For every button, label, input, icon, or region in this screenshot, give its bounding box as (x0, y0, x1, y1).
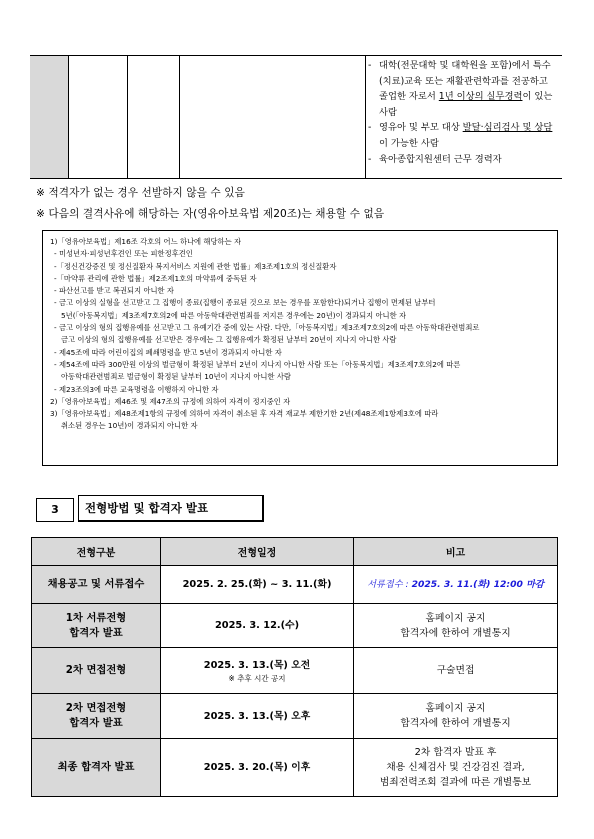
remark-cell: 구술면접 (354, 648, 558, 694)
disq-line: - 제54조에 따라 300만원 이상의 벌금형이 확정된 날부터 2년이 지나지 아니한 사람 또는「아동복지법」제3조제7호의2에 따른 (54, 359, 461, 369)
remark-cell: 홈페이지 공지 합격자에 한하여 개별통지 (354, 604, 558, 648)
disq-line: 3)「영유아보육법」제48조제1항의 규정에 의하여 자격이 취소된 후 자격 재교부 제한기한 2년(제48조제1항제3호에 따라 (50, 409, 439, 419)
stage-cell: 1차 서류전형 합격자 발표 (32, 604, 161, 648)
table-row (32, 604, 558, 648)
disq-line: 2)「영유아보육법」제46조 및 제47조의 규정에 의하여 자격이 정지중인 자 (50, 396, 291, 406)
section-title: 전형방법 및 합격자 발표 (78, 495, 264, 522)
table-row (32, 566, 558, 604)
table-cell (68, 56, 128, 178)
note-no-qualified: ※ 적격자가 없는 경우 선발하지 않을 수 있음 (36, 187, 245, 199)
list-item: - 대학(전문대학 및 대학원을 포함)에서 특수(치료)교육 또는 재활관련학과를 전공하고 졸업한 자로서 1년 이상의 실무경력이 있는 사람 (368, 60, 553, 118)
column-header: 전형구분 (32, 538, 161, 566)
stage-cell: 최종 합격자 발표 (32, 739, 161, 797)
remark-cell (354, 566, 558, 604)
disq-line: - 제45조에 따라 어린이집의 폐쇄명령을 받고 5년이 경과되지 아니한 자 (54, 347, 282, 357)
list-item: - 영유아 및 부모 대상 발달·심리검사 및 상담이 가능한 사람 (368, 122, 553, 149)
date-cell: 2025. 3. 13.(목) 오후 (161, 694, 354, 739)
date-cell: 2025. 3. 20.(목) 이후 (161, 739, 354, 797)
remark-cell: 홈페이지 공지 합격자에 한하여 개별통지 (354, 694, 558, 739)
stage-cell: 채용공고 및 서류접수 (32, 566, 161, 604)
column-header: 비고 (354, 538, 558, 566)
schedule-table (31, 537, 558, 797)
disq-line: 취소된 경우는 10년)이 경과되지 아니한 자 (61, 421, 198, 431)
disq-line: 금고 이상의 형의 집행유예를 선고받은 경우에는 그 집행유예가 확정된 날부터 20년이 지나지 아니한 사람 (61, 335, 397, 345)
list-item: - 육아종합지원센터 근무 경력자 (368, 153, 502, 165)
shaded-cell (30, 56, 69, 178)
disq-line: 아동학대관련범죄로 벌금형이 확정된 날부터 10년이 지나지 아니한 사람 (61, 372, 291, 382)
stage-cell: 2차 면접전형 (32, 648, 161, 694)
deadline-note: 서류접수 : 2025. 3. 11.(화) 12:00 마감 (367, 579, 544, 590)
disq-line: - 금고 이상의 형의 집행유예를 선고받고 그 유예기간 중에 있는 사람. 다만,「아동복지법」제3조제7호의2에 따른 아동학대관련범죄로 (54, 323, 480, 333)
disq-line: 5년(「아동복지법」제3조제7호의2에 따른 아동학대관련범죄를 저지른 경우에는 20년)이 경과되지 아니한 자 (61, 310, 406, 320)
date-cell: 2025. 3. 12.(수) (161, 604, 354, 648)
section-number: 3 (36, 498, 74, 522)
eligibility-table-continuation (30, 55, 562, 179)
table-row (32, 739, 558, 797)
table-cell (127, 56, 180, 178)
qualification-list (368, 58, 558, 167)
disqualification-box (42, 230, 558, 466)
disq-line: - 미성년자·피성년후견인 또는 피한정후견인 (54, 249, 193, 259)
table-row (32, 648, 558, 694)
date-cell: 2025. 2. 25.(화) ~ 3. 11.(화) (161, 566, 354, 604)
disq-line: -「마약류 관리에 관한 법률」제2조제1호의 마약류에 중독된 자 (54, 273, 257, 283)
table-header-row (32, 538, 558, 566)
date-cell: 2025. 3. 13.(목) 오전 ※ 추후 시간 공지 (161, 648, 354, 694)
disq-line: - 제23조의3에 따른 교육명령을 이행하지 아니한 자 (54, 384, 219, 394)
note-disqualification: ※ 다음의 결격사유에 해당하는 자(영유아보육법 제20조)는 채용할 수 없음 (36, 208, 385, 220)
table-row (32, 694, 558, 739)
remark-cell: 2차 합격자 발표 후 채용 신체검사 및 건강검진 결과, 범죄전력조회 결과에 따른 개별통보 (354, 739, 558, 797)
date-subnote: ※ 추후 시간 공지 (228, 673, 286, 683)
column-header: 전형일정 (161, 538, 354, 566)
disq-line: -「정신건강증진 및 정신질환자 복지서비스 지원에 관한 법률」제3조제1호의 정신질환자 (54, 261, 337, 271)
table-cell (179, 56, 366, 178)
disq-line: - 파산선고를 받고 복권되지 아니한 자 (54, 286, 174, 296)
stage-cell: 2차 면접전형 합격자 발표 (32, 694, 161, 739)
disq-line: - 금고 이상의 실형을 선고받고 그 집행이 종료(집행이 종료된 것으로 보는 경우를 포함한다)되거나 집행이 면제된 날부터 (54, 298, 436, 308)
disq-line: 1)「영유아보육법」제16조 각호의 어느 하나에 해당하는 자 (50, 237, 241, 246)
